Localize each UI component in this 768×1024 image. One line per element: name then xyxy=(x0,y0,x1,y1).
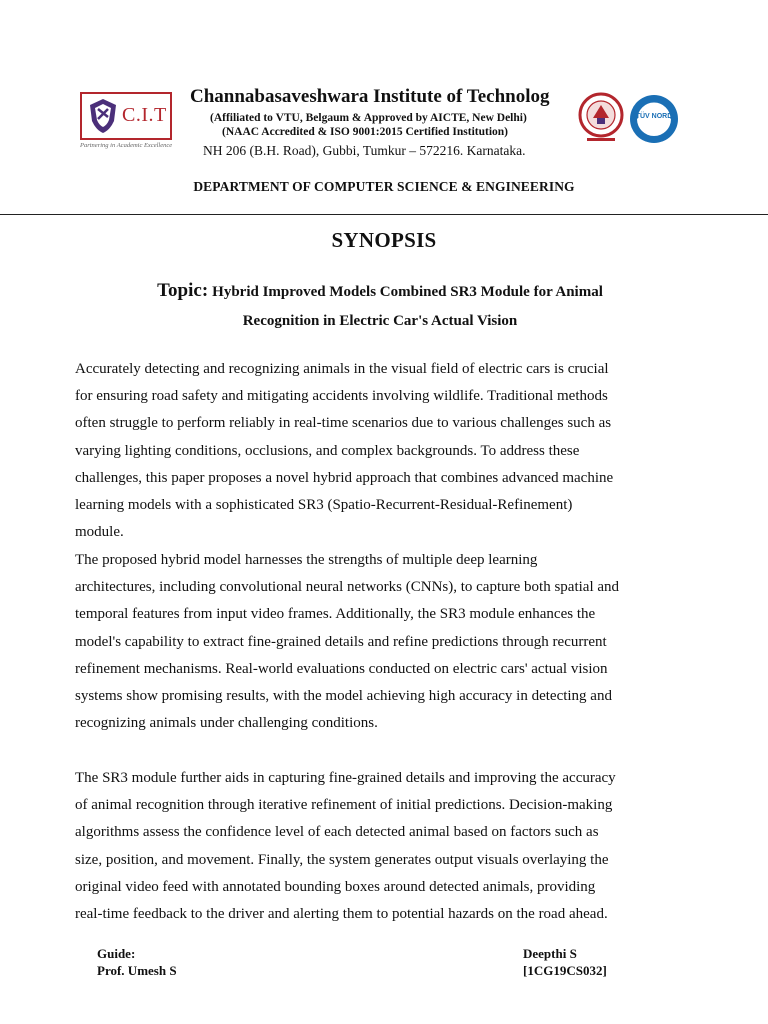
paragraph-line: of animal recognition through iterative refinement of initial predictions. Decision-making xyxy=(75,797,613,814)
paragraph-line: recognizing animals under challenging conditions. xyxy=(75,715,378,732)
topic-title-line1: Hybrid Improved Models Combined SR3 Module for Animal xyxy=(212,284,603,300)
guide-label: Guide: xyxy=(97,946,136,961)
paragraph-sr3 xyxy=(75,765,705,928)
cit-logo xyxy=(80,92,172,154)
paragraph-line: model's capability to extract fine-grained details and refine predictions through recurrent xyxy=(75,633,607,650)
paragraph-line: The SR3 module further aids in capturing fine-grained details and improving the accuracy xyxy=(75,770,616,786)
topic-heading xyxy=(0,280,760,302)
tuv-logo-text: TÜV NORD xyxy=(635,113,673,120)
paragraph-line: real-time feedback to the driver and alerting them to potential hazards on the road ahead. xyxy=(75,906,608,923)
paragraph-line: architectures, including convolutional neural networks (CNNs), to capture both spatial and xyxy=(75,579,620,596)
paragraph-line: refinement mechanisms. Real-world evaluations conducted on electric cars' actual vision xyxy=(75,660,608,677)
paragraph-line: varying lighting conditions, occlusions, and complex backgrounds. To address these xyxy=(75,442,580,459)
institution-name: Channabasaveshwara Institute of Technolog xyxy=(190,86,550,107)
cit-logo-frame xyxy=(80,92,172,140)
paragraph-line: often struggle to perform reliably in real-time scenarios due to various challenges such as xyxy=(75,415,612,432)
paragraph-line: Accurately detecting and recognizing animals in the visual field of electric cars is crucial xyxy=(75,361,609,377)
paragraph-line: module. xyxy=(75,524,124,541)
letterhead xyxy=(0,0,768,215)
paragraph-line: algorithms assess the confidence level of each detected animal based on factors such as xyxy=(75,824,599,841)
affiliation-line: (Affiliated to VTU, Belgaum & Approved by AICTE, New Delhi) xyxy=(210,112,527,124)
student-block xyxy=(523,945,607,979)
guide-name: Prof. Umesh S xyxy=(97,963,177,978)
paragraph-line: learning models with a sophisticated SR3 (Spatio-Recurrent-Residual-Refinement) xyxy=(75,497,573,514)
paragraph-line: systems show promising results, with the model achieving high accuracy in detecting and xyxy=(75,688,612,705)
tuv-nord-logo-icon xyxy=(628,93,680,145)
paragraph-line: size, position, and movement. Finally, the system generates output visuals overlaying the xyxy=(75,851,609,868)
student-usn: [1CG19CS032] xyxy=(523,963,607,978)
department-name: DEPARTMENT OF COMPUTER SCIENCE & ENGINEERING xyxy=(193,179,575,194)
paragraph-line: original video feed with annotated bounding boxes around detected animals, providing xyxy=(75,878,596,895)
paragraph-intro xyxy=(75,356,705,546)
logo-motto: Partnering in Academic Excellence xyxy=(80,142,173,149)
cit-logo-text: C.I.T xyxy=(122,104,167,126)
aicte-seal-icon xyxy=(578,92,624,144)
accreditation-line: (NAAC Accredited & ISO 9001:2015 Certified Institution) xyxy=(222,126,508,138)
student-name: Deepthi S xyxy=(523,946,577,961)
document-title: SYNOPSIS xyxy=(331,228,437,252)
paragraph-line: The proposed hybrid model harnesses the strengths of multiple deep learning xyxy=(75,552,538,568)
guide-block xyxy=(97,945,177,979)
paragraph-line: temporal features from input video frames. Additionally, the SR3 module enhances the xyxy=(75,606,596,623)
header-divider xyxy=(0,214,768,215)
topic-label: Topic: xyxy=(157,280,209,301)
paragraph-model xyxy=(75,547,705,737)
paragraph-line: challenges, this paper proposes a novel hybrid approach that combines advanced machine xyxy=(75,469,614,486)
institution-address: NH 206 (B.H. Road), Gubbi, Tumkur – 572216. Karnataka. xyxy=(203,143,526,158)
topic-title-line2: Recognition in Electric Car's Actual Vision xyxy=(242,313,518,329)
shield-icon xyxy=(88,97,118,135)
paragraph-line: for ensuring road safety and mitigating accidents involving wildlife. Traditional methods xyxy=(75,388,608,405)
